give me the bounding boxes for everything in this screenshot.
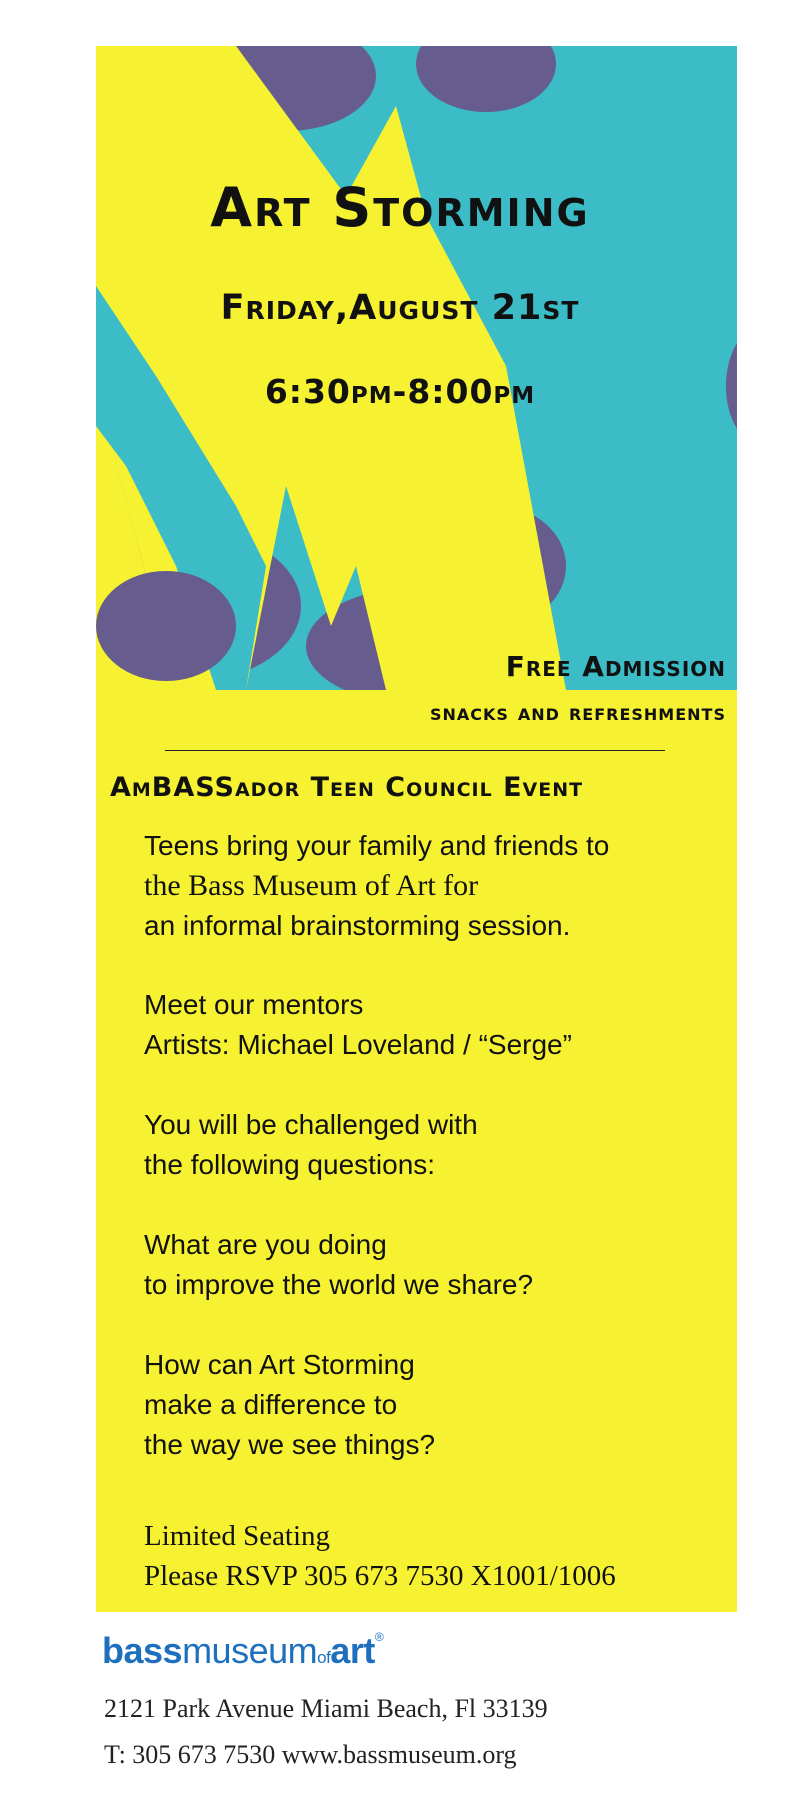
snacks-text: snacks and refreshments [429, 700, 726, 726]
question-line: make a difference to [144, 1389, 398, 1420]
intro-line: the Bass Museum of Art for [144, 869, 479, 902]
logo-museum: museum [182, 1630, 318, 1671]
challenge-line: the following questions: [144, 1149, 436, 1180]
question-line: to improve the world we share? [144, 1269, 534, 1300]
event-date: Friday,August 21st [220, 288, 580, 328]
event-title: Art Storming [210, 176, 590, 239]
hero-graphic [96, 46, 737, 690]
intro-line: an informal brainstorming session. [144, 910, 571, 941]
mentors-paragraph [144, 985, 572, 1065]
question-line: the way we see things? [144, 1429, 436, 1460]
mentors-line: Meet our mentors [144, 989, 364, 1020]
logo-of: of [317, 1648, 331, 1667]
rsvp-text: Please RSVP 305 673 7530 X1001/1006 [144, 1560, 616, 1592]
question-line: How can Art Storming [144, 1349, 415, 1380]
council-event-heading: AmBASSador Teen Council Event [110, 772, 584, 803]
museum-contact: T: 305 673 7530 www.bassmuseum.org [104, 1740, 517, 1769]
abstract-shapes-graphic [96, 46, 737, 690]
bass-museum-logo [102, 1630, 383, 1672]
logo-art: art [330, 1630, 375, 1671]
registered-mark-icon: ® [374, 1630, 384, 1644]
intro-line: Teens bring your family and friends to [144, 830, 610, 861]
question-two [144, 1345, 435, 1465]
challenge-line: You will be challenged with [144, 1109, 478, 1140]
free-admission-text: Free Admission [505, 650, 726, 683]
challenge-paragraph [144, 1105, 478, 1185]
question-one [144, 1225, 533, 1305]
intro-paragraph [144, 826, 609, 946]
divider [165, 750, 665, 751]
logo-bass: bass [102, 1630, 183, 1671]
museum-address: 2121 Park Avenue Miami Beach, Fl 33139 [104, 1694, 548, 1723]
question-line: What are you doing [144, 1229, 387, 1260]
rsvp-block [144, 1516, 616, 1596]
mentors-line: Artists: Michael Loveland / “Serge” [144, 1029, 572, 1060]
event-time: 6:30pm-8:00pm [264, 372, 536, 411]
seating-text: Limited Seating [144, 1520, 331, 1552]
